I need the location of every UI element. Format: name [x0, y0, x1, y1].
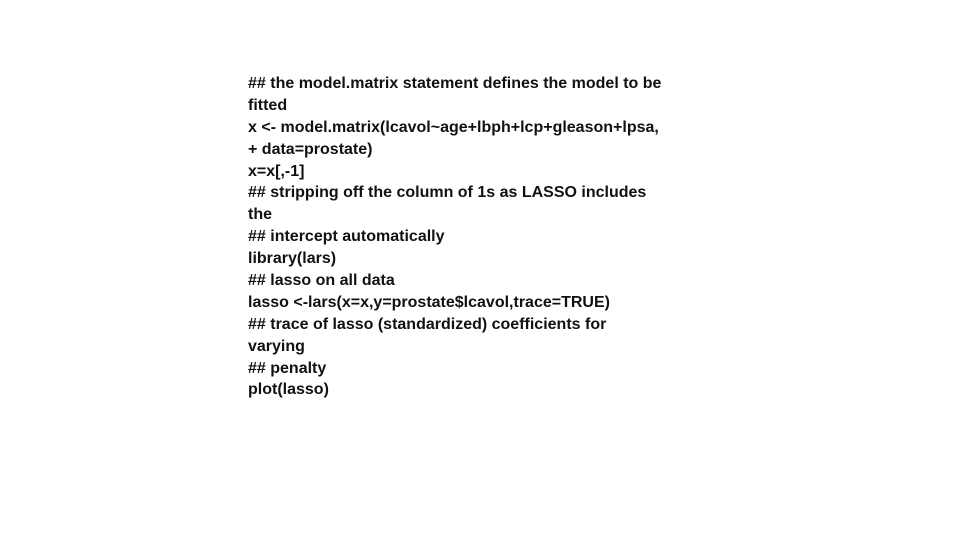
comment-line: ## intercept automatically [248, 228, 445, 246]
comment-line: varying [248, 337, 305, 355]
comment-line: ## the model.matrix statement defines the model to be [248, 75, 662, 92]
code-line: x=x[,-1] [248, 162, 305, 180]
comment-line: the [248, 206, 272, 224]
code-line: library(lars) [248, 250, 337, 268]
comment-line: ## trace of lasso (standardized) coefficients for [248, 315, 607, 333]
code-line: + data=prostate) [248, 140, 373, 158]
code-line: plot(lasso) [248, 381, 329, 399]
code-line: x <- model.matrix(lcavol~age+lbph+lcp+gleason+lpsa, [248, 118, 659, 136]
comment-line: ## stripping off the column of 1s as LASSO includes [248, 184, 647, 202]
code-line: lasso <-lars(x=x,y=prostate$lcavol,trace=TRUE) [248, 293, 610, 311]
comment-line: ## lasso on all data [248, 272, 395, 290]
code-text-block [248, 73, 768, 401]
comment-line: ## penalty [248, 359, 327, 377]
comment-line: fitted [248, 96, 288, 114]
